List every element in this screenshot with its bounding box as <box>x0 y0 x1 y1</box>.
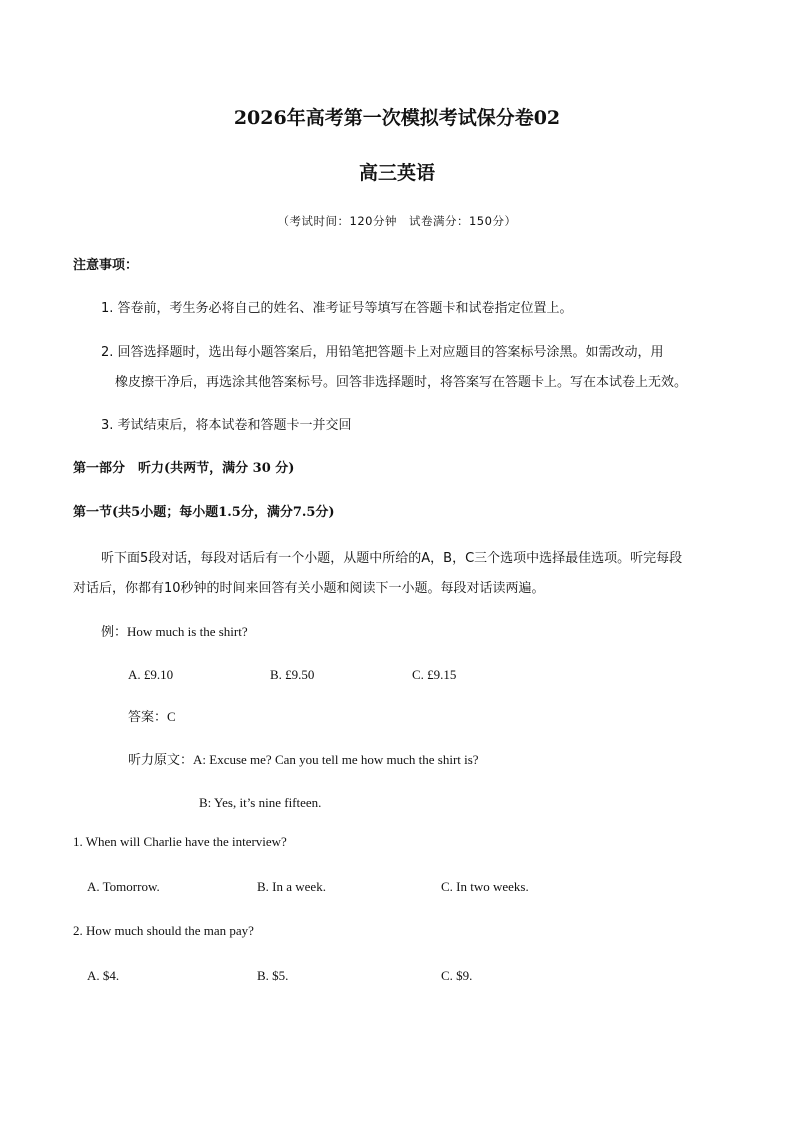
notice-item-2-cont: 橡皮擦干净后，再选涂其他答案标号。回答非选择题时，将答案写在答题卡上。写在本试卷上无效。 <box>115 375 688 390</box>
time-info: （考试时间：120分钟 试卷满分：150分） <box>277 214 517 228</box>
instructions-line-1: 听下面5段对话，每段对话后有一个小题，从题中所给的A，B，C三个选项中选择最佳选项。听完每段 <box>101 551 683 566</box>
example-option-b: B. £9.50 <box>270 667 315 682</box>
question-2-stem: 2. How much should the man pay? <box>73 923 254 938</box>
example-option-c: C. £9.15 <box>412 667 457 682</box>
exam-title: 2026年高考第一次模拟考试保分卷02 <box>233 107 561 129</box>
question-1-option-b[interactable]: B. In a week. <box>257 879 326 894</box>
instructions-line-2: 对话后，你都有10秒钟的时间来回答有关小题和阅读下一小题。每段对话读两遍。 <box>73 581 545 596</box>
section1-heading: 第一节(共5小题；每小题1.5分，满分7.5分) <box>73 505 335 520</box>
notice-item-3: 3. 考试结束后，将本试卷和答题卡一并交回 <box>101 418 352 433</box>
question-1-option-a[interactable]: A. Tomorrow. <box>87 879 160 894</box>
question-2-option-a[interactable]: A. $4. <box>87 968 120 983</box>
notice-item-2: 2. 回答选择题时，选出每小题答案后，用铅笔把答题卡上对应题目的答案标号涂黑。如需改动，用 <box>101 345 664 360</box>
question-1-stem: 1. When will Charlie have the interview? <box>73 834 287 849</box>
question-2-option-c[interactable]: C. $9. <box>441 968 473 983</box>
question-1-option-c[interactable]: C. In two weeks. <box>441 879 529 894</box>
subject-title: 高三英语 <box>358 162 435 184</box>
example-option-a: A. £9.10 <box>128 667 174 682</box>
example-transcript-a: 听力原文：A: Excuse me? Can you tell me how much the shirt is? <box>128 752 479 767</box>
notice-heading: 注意事项： <box>73 258 139 273</box>
example-transcript-b: B: Yes, it’s nine fifteen. <box>199 795 322 810</box>
notice-item-1: 1. 答卷前，考生务必将自己的姓名、准考证号等填写在答题卡和试卷指定位置上。 <box>101 301 573 316</box>
example-question: 例：How much is the shirt? <box>101 624 248 639</box>
question-2-option-b[interactable]: B. $5. <box>257 968 289 983</box>
example-answer: 答案：C <box>128 709 176 724</box>
part1-heading: 第一部分 听力(共两节，满分 30 分) <box>73 461 295 476</box>
